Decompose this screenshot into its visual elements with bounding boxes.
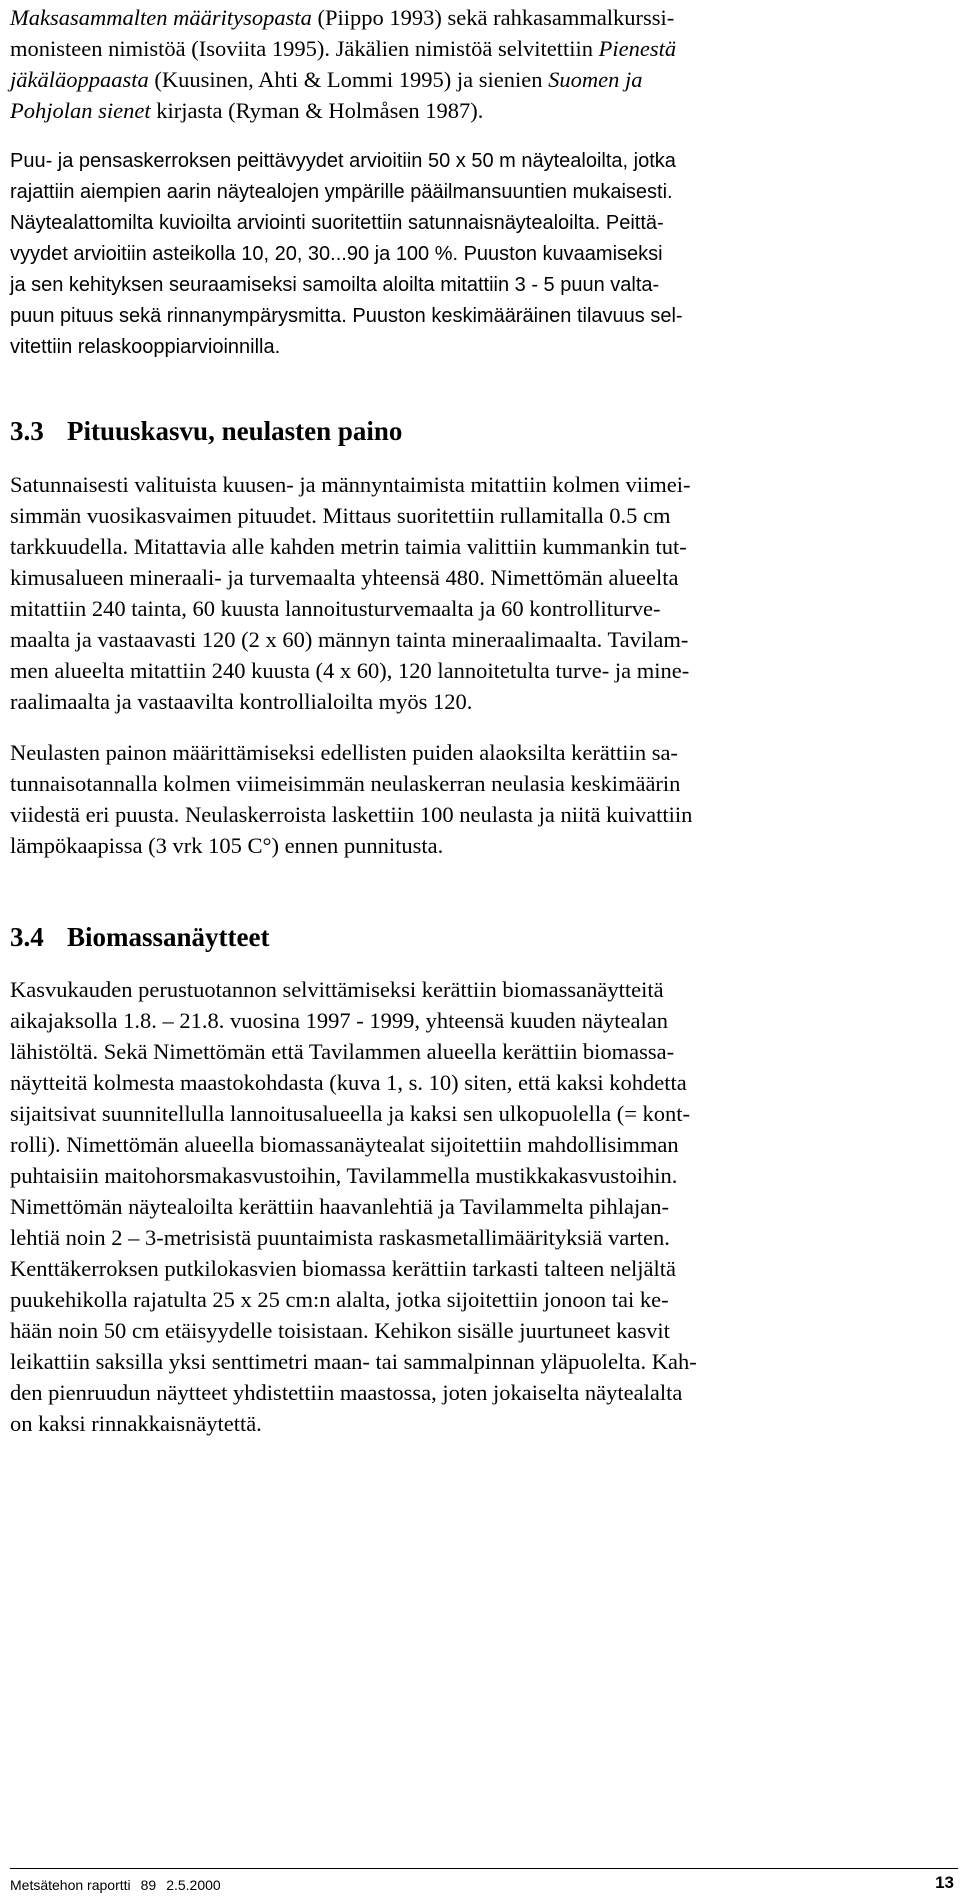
- footer-report-number: 89: [140, 1877, 157, 1893]
- footer-rule: [10, 1868, 958, 1869]
- italic-title: Pienestä: [598, 36, 677, 61]
- page-number: 13: [935, 1873, 954, 1892]
- paragraph-cover: Puu- ja pensaskerroksen peittävyydet arvioitiin 50 x 50 m näytealoilta, jotka rajattiin aiempien aarin näytealojen ympärille pääilmansuuntien mukaisesti. Näytealattomilta kuvioilta arviointi suoritettiin satunnaisnäytealoilta. Peittä- vyydet arvioitiin asteikolla 10, 20, 30...90 ja 100 %. Puuston kuvaamiseksi ja sen kehityksen seuraamiseksi samoilta aloilta mitattiin 3 - 5 puun valta- puun pituus sekä rinnanympärysmitta. Puuston keskimääräinen tilavuus sel- vitettiin relaskooppiarvioinnilla.: [10, 150, 683, 358]
- italic-title: Pohjolan sienet: [10, 98, 151, 123]
- paragraph-growth: Satunnaisesti valituista kuusen- ja männyntaimista mitattiin kolmen viimei- simmän vuosikasvaimen pituudet. Mittaus suoritettiin rullamitalla 0.5 cm tarkkuudella. Mitattavia alle kahden metrin taimia valittiin kummankin tut- kimusalueen mineraali- ja turvemaalta yhteensä 480. Nimettömän alueelta mitattiin 240 tainta, 60 kuusta lannoitusturvemaalta ja 60 kontrolliturve- maalta ja vastaavasti 120 (2 x 60) männyn tainta mineraalimaalta. Tavilam- men alueelta mitattiin 240 kuusta (4 x 60), 120 lannoitetulta turve- ja mine- raalimaalta ja vastaavilta kontrollialoilta myös 120.: [10, 472, 691, 714]
- footer-series: Metsätehon raportti: [10, 1877, 131, 1893]
- section-heading-3-4: [10, 920, 269, 954]
- section-title: Biomassanäytteet: [67, 922, 270, 952]
- italic-title: jäkäläoppaasta: [10, 67, 149, 92]
- page-footer: [10, 1873, 958, 1894]
- italic-title: Maksasammalten määritysopasta: [10, 5, 312, 30]
- paragraph-needles: Neulasten painon määrittämiseksi edellisten puiden alaoksilta kerättiin sa- tunnaisotannalla kolmen viimeisimmän neulaskerran neulasia keskimäärin viidestä eri puusta. Neulaskerroista laskettiin 100 neulasta ja niitä kuivattiin lämpökaapissa (3 vrk 105 C°) ennen punnitusta.: [10, 740, 693, 858]
- paragraph-biomass: Kasvukauden perustuotannon selvittämiseksi kerättiin biomassanäytteitä aikajaksolla 1.8. – 21.8. vuosina 1997 - 1999, yhteensä kuuden näytealan lähistöltä. Sekä Nimettömän että Tavilammen alueella kerättiin biomassa- näytteitä kolmesta maastokohdasta (kuva 1, s. 10) siten, että kaksi kohdetta sijaitsivat suunnitellulla lannoitusalueella ja kaksi sen ulkopuolella (= kont- rolli). Nimettömän alueella biomassanäytealat sijoitettiin mahdollisimman puhtaisiin maitohorsmakasvustoihin, Tavilammella mustikkakasvustoihin. Nimettömän näytealoilta kerättiin haavanlehtiä ja Tavilammelta pihlajan- lehtiä noin 2 – 3-metrisistä puuntaimista raskasmetallimäärityksiä varten. Kenttäkerroksen putkilokasvien biomassa kerättiin tarkasti talteen neljältä puukehikolla rajatulta 25 x 25 cm:n alalta, jotka sijoitettiin jonoon tai ke- hään noin 50 cm etäisyydelle toisistaan. Kehikon sisälle juurtuneet kasvit leikattiin saksilla yksi senttimetri maan- tai sammalpinnan yläpuolelta. Kah- den pienruudun näytteet yhdistettiin maastossa, joten jokaiselta näytealalta on kaksi rinnakkaisnäytettä.: [10, 977, 697, 1436]
- section-number: 3.4: [10, 922, 44, 952]
- section-heading-3-3: [10, 414, 402, 448]
- footer-date: 2.5.2000: [166, 1877, 221, 1893]
- italic-title: Suomen ja: [548, 67, 643, 92]
- section-number: 3.3: [10, 416, 44, 446]
- paragraph-intro: Maksasammalten määritysopasta (Piippo 1993) sekä rahkasammalkurssi- monisteen nimistöä (Isoviita 1995). Jäkälien nimistöä selvitettiin Pienestä jäkäläoppaasta (Kuusinen, Ahti & Lommi 1995) ja sienien Suomen ja Pohjolan sienet kirjasta (Ryman & Holmåsen 1987).: [10, 5, 677, 123]
- section-title: Pituuskasvu, neulasten paino: [67, 416, 403, 446]
